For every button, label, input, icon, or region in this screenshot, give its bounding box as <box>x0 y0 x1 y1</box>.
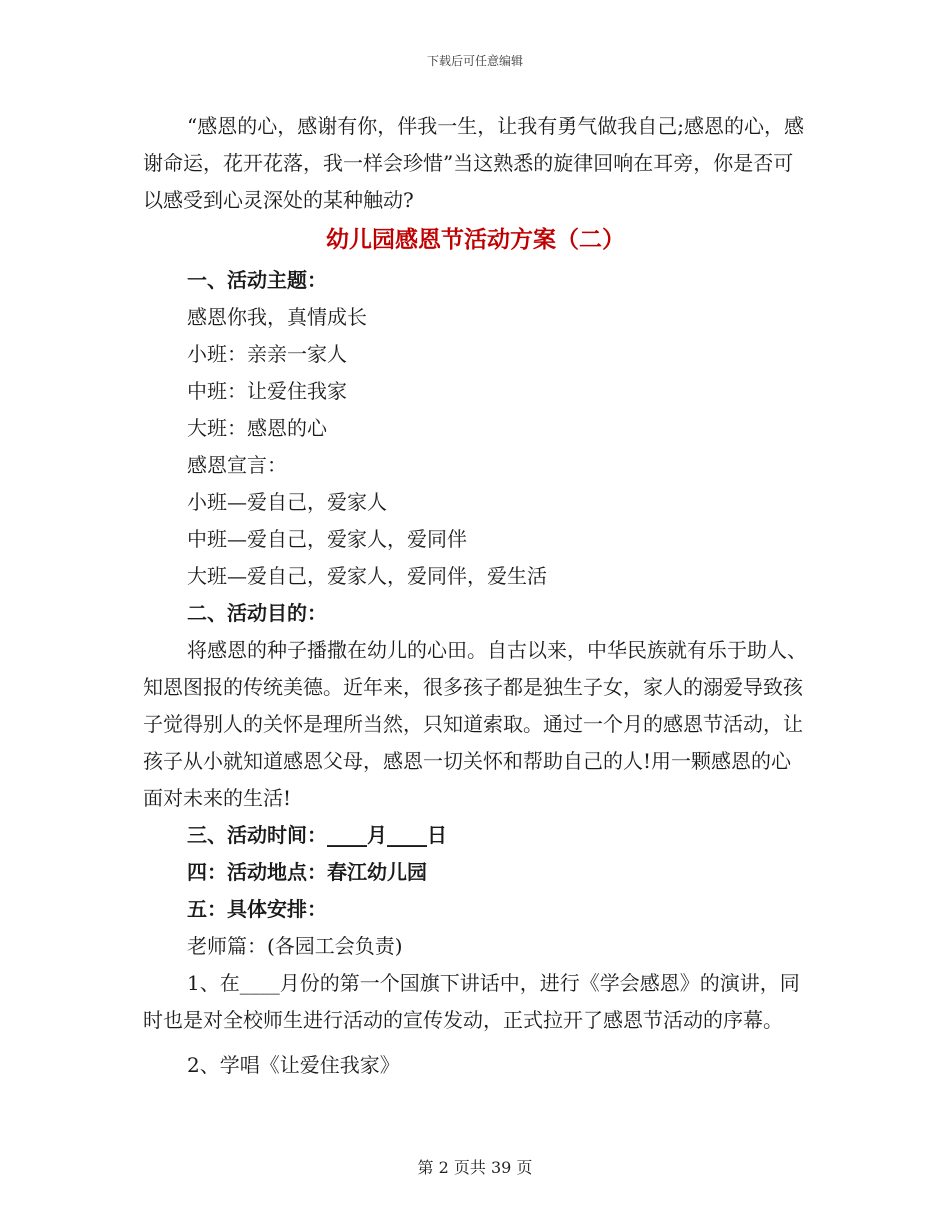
arrangement-item-2: 2、学唱《让爱住我家》 <box>187 1053 400 1077</box>
purpose-paragraph: 将感恩的种子播撒在幼儿的心田。自古以来，中华民族就有乐于助人、知恩图报的传统美德。近年来，很多孩子都是独生子女，家人的溺爱导致孩子觉得别人的关怀是理所当然，只知道索取。通过一个月的感恩节活动，让孩子从小就知道感恩父母，感恩一切关怀和帮助自己的人!用一颗感恩的心面对未来的生活! <box>143 638 807 810</box>
theme-line: 感恩你我，真情成长 <box>187 305 367 329</box>
intro-paragraph: “感恩的心，感谢有你，伴我一生，让我有勇气做我自己;感恩的心，感谢命运，花开花落，我一样会珍惜”当这熟悉的旋律回响在耳旁，你是否可以感受到心灵深处的某种触动? <box>143 114 804 212</box>
section-4-heading: 四：活动地点：春江幼儿园 <box>187 860 427 884</box>
document-body <box>143 108 808 1084</box>
page-header: 下载后可任意编辑 <box>426 54 523 68</box>
theme-line: 大班—爱自己，爱家人，爱同伴，爱生活 <box>187 564 547 588</box>
theme-line: 小班：亲亲一家人 <box>187 342 347 366</box>
theme-line: 小班—爱自己，爱家人 <box>187 490 387 514</box>
theme-line: 感恩宣言： <box>187 453 287 477</box>
arrangement-item-1: 1、在____月份的第一个国旗下讲话中，进行《学会感恩》的演讲，同时也是对全校师生进行活动的宣传发动，正式拉开了感恩节活动的序幕。 <box>143 971 800 1032</box>
page-footer: 第 2 页共 39 页 <box>417 1158 533 1177</box>
section-1-heading: 一、活动主题： <box>187 268 327 292</box>
theme-line: 大班：感恩的心 <box>187 416 327 440</box>
document-title: 幼儿园感恩节活动方案（二） <box>326 227 625 253</box>
section-5-heading: 五：具体安排： <box>187 897 327 921</box>
theme-line: 中班：让爱住我家 <box>187 379 347 403</box>
theme-line: 中班—爱自己，爱家人，爱同伴 <box>187 527 467 551</box>
teacher-subheading: 老师篇：(各园工会负责) <box>187 934 403 958</box>
section-3-heading: 三、活动时间：____月____日 <box>187 823 447 847</box>
section-2-heading: 二、活动目的： <box>187 601 327 625</box>
